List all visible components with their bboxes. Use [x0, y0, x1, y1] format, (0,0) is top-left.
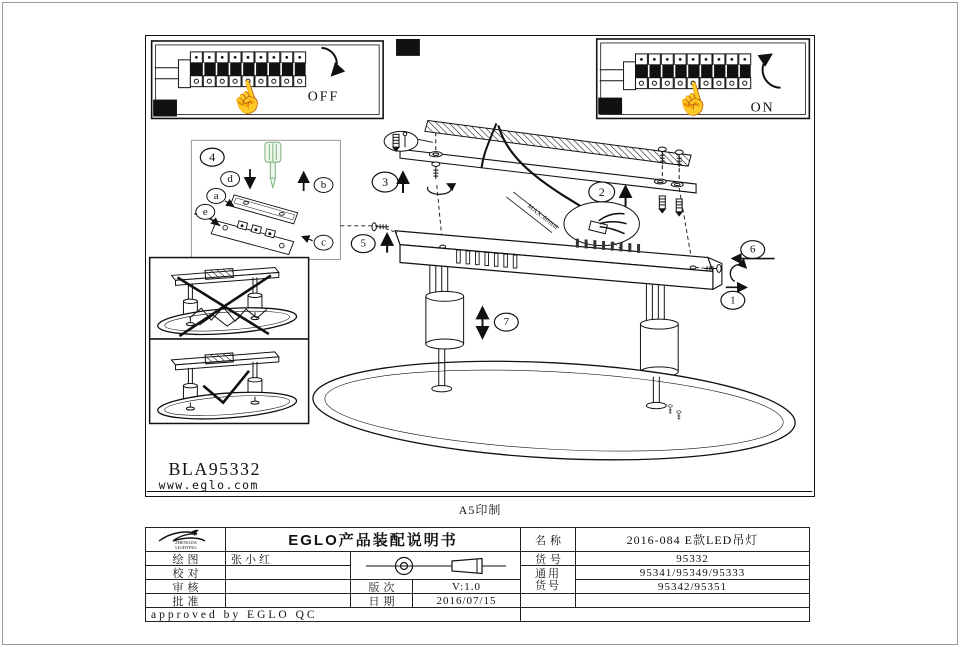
pointing-finger-icon: ☝	[224, 77, 270, 120]
field-sku-value: 95332	[576, 552, 809, 566]
field-sku-label: 货号	[521, 552, 576, 566]
svg-text:2: 2	[598, 184, 605, 199]
print-format-note: A5印制	[458, 503, 502, 517]
svg-text:d: d	[227, 173, 233, 186]
field-review-value	[226, 580, 351, 594]
svg-text:c: c	[321, 236, 326, 249]
assembly-drawing	[146, 36, 813, 495]
field-review-label: 审核	[146, 580, 226, 594]
drawing-code: BLA95332	[168, 459, 261, 480]
common-label-line2: 货号	[535, 579, 561, 592]
canopy-bar	[395, 231, 722, 290]
field-approve-value	[226, 594, 351, 608]
callout-5	[351, 223, 397, 253]
field-check-value	[226, 566, 351, 580]
empty-cell	[521, 594, 576, 608]
field-approve-label: 批准	[146, 594, 226, 608]
field-draw-value: 张小红	[226, 552, 351, 566]
company-logo	[146, 528, 226, 552]
svg-text:b: b	[320, 179, 327, 192]
view-a-box	[152, 41, 383, 121]
inset-correct-usage	[150, 339, 309, 423]
title-block-table	[145, 527, 810, 622]
rotate-arrow-icon	[730, 265, 745, 282]
detail-view-4	[191, 140, 378, 259]
callout-6	[730, 241, 774, 282]
field-common-sku-label	[521, 566, 576, 594]
svg-text:3: 3	[382, 175, 389, 190]
svg-text:1: 1	[730, 294, 736, 307]
hanging-rods-right	[646, 284, 664, 324]
on-label: ON	[750, 100, 775, 116]
lamp-shade	[310, 349, 797, 471]
callout-3	[372, 172, 403, 193]
logo-text-1: ZHENGDA	[174, 539, 197, 545]
logo-text-2: LIGHTING	[174, 544, 197, 550]
logo-graphic	[151, 529, 221, 551]
callout-1	[721, 287, 746, 309]
cylinder-right	[640, 319, 678, 377]
field-common-sku-value-1: 95341/95349/95333	[576, 566, 809, 580]
view-c-tag-letter: C	[605, 99, 615, 115]
field-check-label: 校对	[146, 566, 226, 580]
common-label-line1: 通用	[535, 567, 561, 580]
empty-cell	[521, 608, 809, 621]
sheet-title: EGLO产品装配说明书	[226, 528, 521, 552]
svg-text:4: 4	[209, 150, 216, 165]
website: www.eglo.com	[158, 478, 259, 493]
field-version-value: V:1.0	[413, 580, 521, 594]
anchor-detail-circle	[384, 131, 433, 151]
field-date-label: 日期	[351, 594, 413, 608]
view-a-tag-letter: A	[161, 101, 170, 117]
pointing-finger-icon: ☝	[670, 79, 715, 122]
field-version-label: 版次	[351, 580, 413, 594]
projection-symbol	[351, 552, 521, 580]
svg-text:e: e	[202, 205, 208, 218]
field-common-sku-value-2: 95342/95351	[576, 580, 809, 594]
field-name-label: 名称	[521, 528, 576, 552]
cylinder-left	[426, 291, 464, 349]
field-date-value: 2016/07/15	[413, 594, 521, 608]
svg-text:a: a	[213, 189, 219, 202]
inset-wrong-usage	[150, 258, 309, 339]
field-draw-label: 绘图	[146, 552, 226, 566]
view-c-box	[597, 39, 810, 122]
side-screw-icon	[372, 223, 389, 231]
max-length-note: MAX:60mm	[525, 202, 560, 232]
approval-footer: approved by EGLO QC	[146, 608, 521, 621]
off-label: OFF	[307, 89, 340, 105]
first-angle-projection-icon	[356, 554, 516, 578]
view-b-tag-letter: B	[404, 40, 412, 56]
rotate-arrow-icon	[428, 184, 452, 194]
assembly-drawing-panel	[145, 35, 815, 497]
view-b-tag	[396, 39, 420, 56]
svg-text:5: 5	[360, 237, 366, 250]
svg-text:7: 7	[503, 316, 510, 329]
field-name-value: 2016-084 E款LED吊灯	[576, 528, 809, 552]
svg-text:6: 6	[749, 243, 756, 256]
callout-7	[482, 308, 518, 337]
empty-cell	[576, 594, 809, 608]
